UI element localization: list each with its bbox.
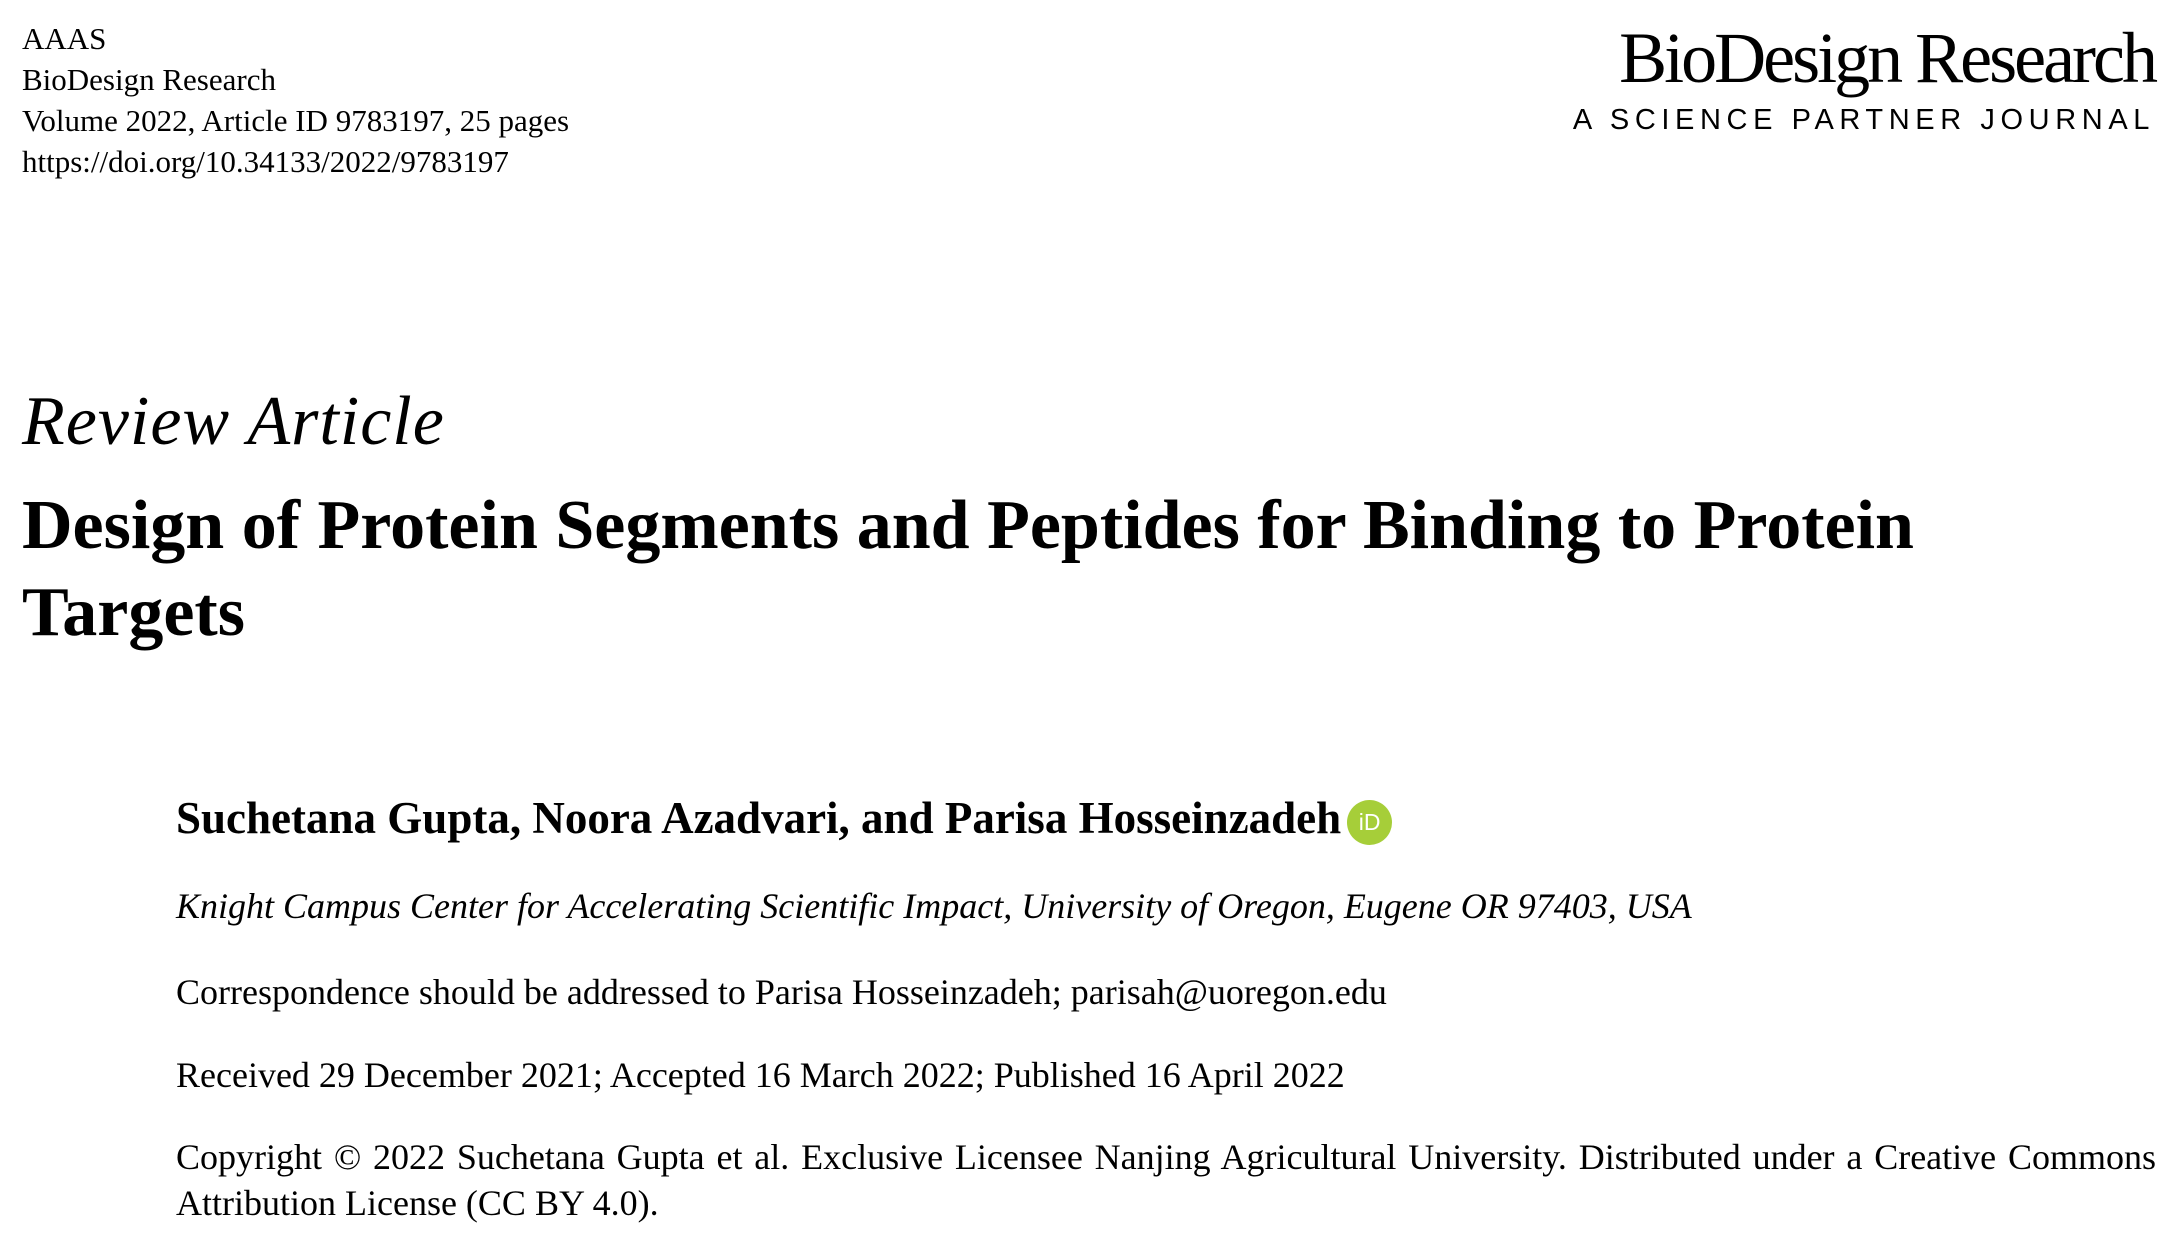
publisher: AAAS bbox=[22, 21, 107, 56]
journal-logo-tagline: A SCIENCE PARTNER JOURNAL bbox=[1572, 104, 2155, 136]
article-title: Design of Protein Segments and Peptides for Binding to Protein Targets bbox=[22, 487, 1914, 651]
correspondence: Correspondence should be addressed to Parisa Hosseinzadeh; parisah@uoregon.edu bbox=[176, 972, 1387, 1012]
author-list bbox=[176, 788, 2156, 848]
copyright-notice: Copyright © 2022 Suchetana Gupta et al. Exclusive Licensee Nanjing Agricultural University. Distributed under a Creative Commons Attribution License (CC BY 4.0). bbox=[176, 1137, 2156, 1223]
volume-info: Volume 2022, Article ID 9783197, 25 pages bbox=[22, 103, 570, 138]
journal-logo-name: BioDesign Research bbox=[1619, 18, 2155, 98]
affiliation: Knight Campus Center for Accelerating Scientific Impact, University of Oregon, Eugene OR 97403, USA bbox=[176, 886, 1692, 926]
authors-text: Suchetana Gupta, Noora Azadvari, and Parisa Hosseinzadeh bbox=[176, 793, 1342, 843]
orcid-icon[interactable]: iD bbox=[1347, 800, 1392, 845]
publication-dates: Received 29 December 2021; Accepted 16 March 2022; Published 16 April 2022 bbox=[176, 1055, 1345, 1095]
journal-name: BioDesign Research bbox=[22, 62, 276, 97]
journal-metadata bbox=[22, 18, 569, 182]
article-type: Review Article bbox=[22, 383, 445, 460]
journal-logo bbox=[1573, 20, 2155, 137]
doi-link[interactable]: https://doi.org/10.34133/2022/9783197 bbox=[22, 144, 509, 179]
